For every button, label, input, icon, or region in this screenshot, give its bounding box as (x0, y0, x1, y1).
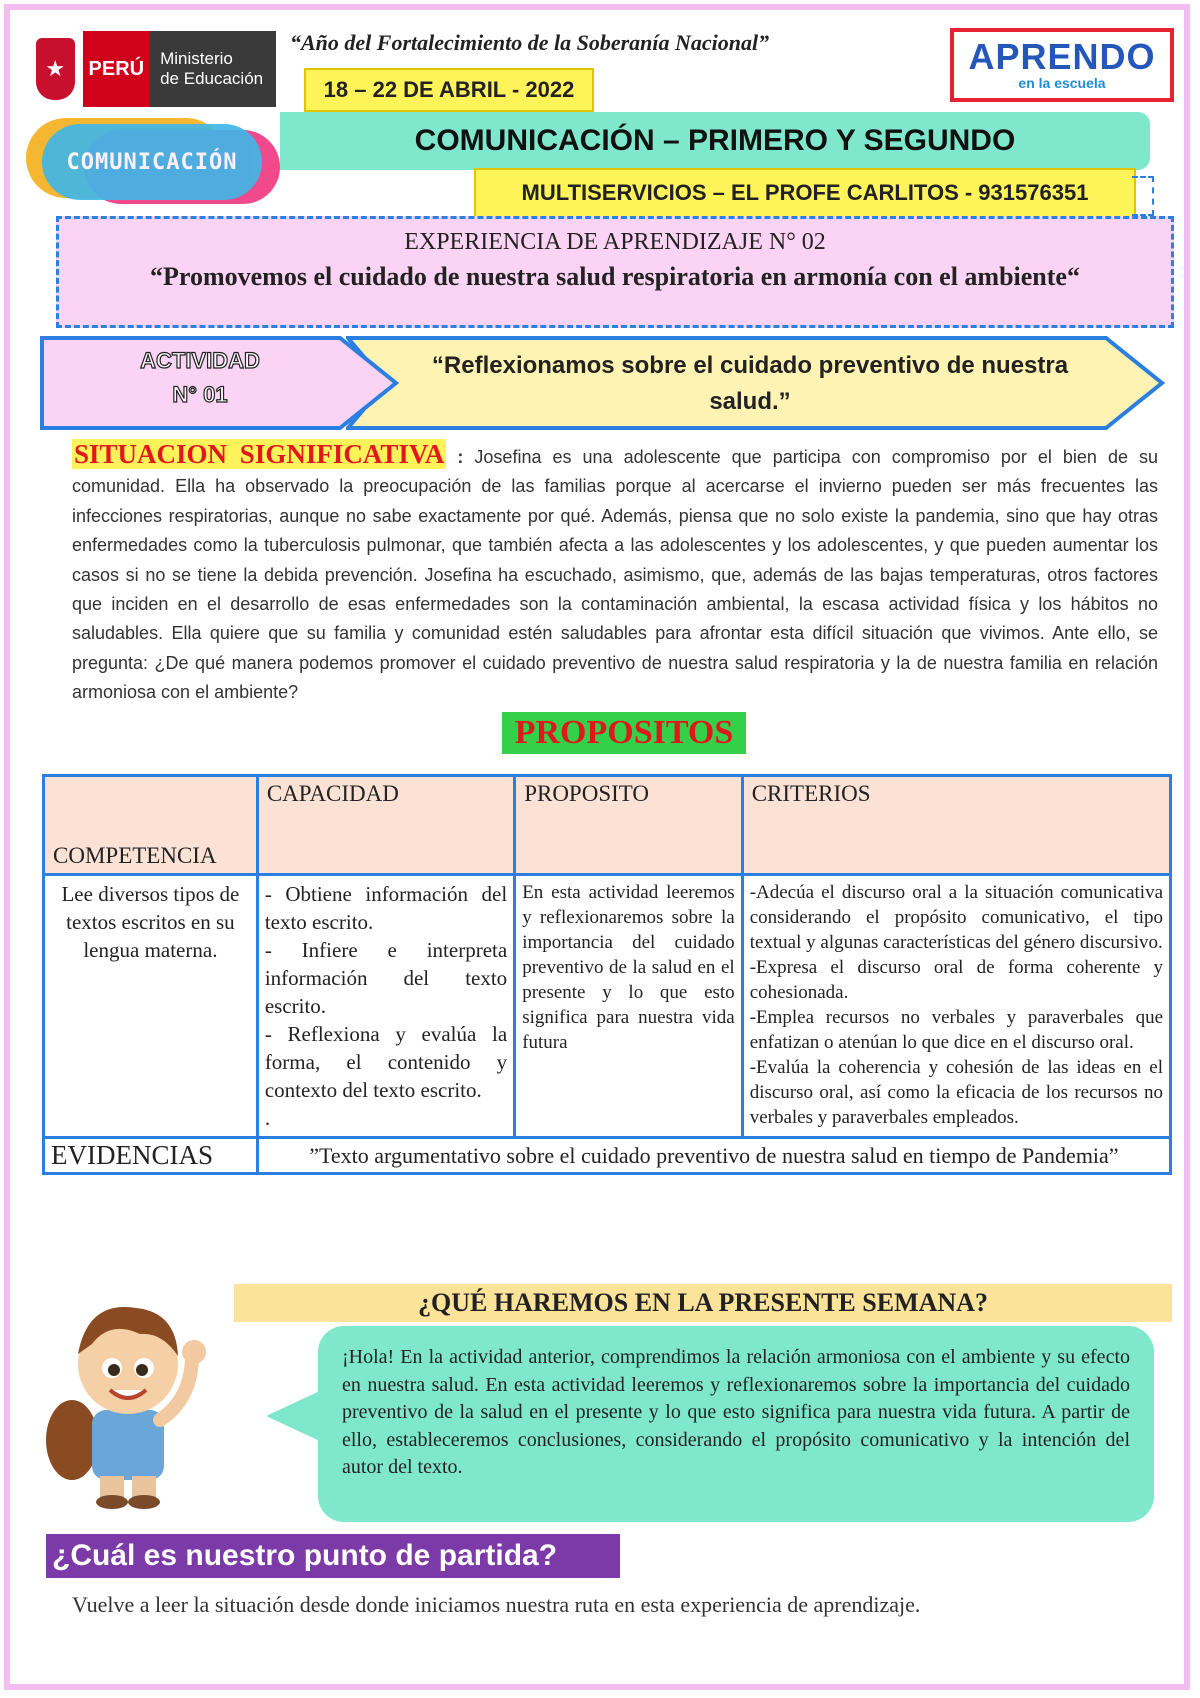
capacidad-cell (257, 875, 514, 1138)
criterio-item: -Evalúa la coherencia y cohesión de las ideas en el discurso oral, así como la eficacia de los recursos no verbales y paraverbales empleados. (749, 1057, 1163, 1128)
criterio-item: -Adecúa el discurso oral a la situación comunicativa considerando el propósito comunicativo, el tipo textual y algunas características del género discursivo. (749, 882, 1163, 953)
propositos-title: PROPOSITOS (502, 712, 746, 754)
criterio-item: -Emplea recursos no verbales y paraverbales que enfatizan o atenúan lo que dice en el discurso oral. (749, 1007, 1163, 1053)
activity-label (40, 344, 360, 412)
capacidad-item: - Obtiene información del texto escrito. (264, 882, 508, 934)
experience-number: EXPERIENCIA DE APRENDIZAJE N° 02 (404, 229, 826, 255)
header-capacidad: CAPACIDAD (257, 776, 514, 875)
week-title: ¿QUÉ HAREMOS EN LA PRESENTE SEMANA? (234, 1284, 1172, 1322)
evidencias-label: EVIDENCIAS (44, 1138, 258, 1174)
speech-bubble-tail (266, 1390, 322, 1442)
propositos-table (42, 774, 1172, 1175)
comunicacion-speech-bubbles-icon (26, 118, 288, 208)
experience-title: “Promovemos el cuidado de nuestra salud respiratoria en armonía con el ambiente“ (150, 262, 1080, 291)
criterios-cell (742, 875, 1170, 1138)
activity-title: “Reflexionamos sobre el cuidado preventivo de nuestra salud.” (431, 352, 1069, 415)
competencia-cell: Lee diversos tipos de textos escritos en su lengua materna. (44, 875, 258, 1138)
criterio-item: -Expresa el discurso oral de forma coherente y cohesionada. (749, 957, 1163, 1003)
aprendo-title: APRENDO (968, 36, 1156, 77)
experience-box (56, 216, 1174, 328)
header-criterios: CRITERIOS (742, 776, 1170, 875)
banner-dashed-edge (1132, 176, 1154, 216)
situacion-label: SITUACION SIGNIFICATIVA (74, 439, 445, 469)
aprendo-logo (950, 28, 1174, 102)
table-row (44, 875, 1171, 1138)
grade-banner: MULTISERVICIOS – EL PROFE CARLITOS - 931576351 (474, 168, 1136, 218)
table-header-row (44, 776, 1171, 875)
aprendo-subtitle: en la escuela (1018, 75, 1106, 91)
starting-point-text: Vuelve a leer la situación desde donde iniciamos nuestra ruta en esta experiencia de aprendizaje. (72, 1592, 921, 1617)
activity-label-line2: N° 01 (172, 382, 228, 408)
header-competencia: COMPETENCIA (44, 776, 258, 875)
bubble-label: COMUNICACIÓN (42, 124, 262, 200)
ministerio-line1: Ministerio (160, 49, 233, 69)
peru-label: PERÚ (83, 31, 151, 107)
week-message-bubble: ¡Hola! En la actividad anterior, comprendimos la relación armoniosa con el ambiente y su efecto en nuestra salud. En esta actividad leeremos y reflexionaremos sobre la importancia del cuidado preventivo de la salud en el presente y lo que esto significa para nuestra vida futura. A partir de ello, estableceremos conclusiones, considerando el propósito comunicativo y la intención del autor del texto. (318, 1326, 1154, 1522)
minedu-logo (36, 28, 276, 110)
proposito-cell: En esta actividad leeremos y reflexionaremos sobre la importancia del cuidado preventivo de la salud en el presente y lo que esto significa para nuestra vida futura (515, 875, 743, 1138)
evidencias-row (44, 1138, 1171, 1174)
date-badge: 18 – 22 DE ABRIL - 2022 (304, 68, 594, 112)
situacion-significativa: SITUACION SIGNIFICATIVA : Josefina es una adolescente que participa con compromiso por el bien de su comunidad. Ella ha observado la preocupación de las familias porque al acercarse el invierno pueden ser más frecuentes las infecciones respiratorias, aunque no sabe exactamente por qué. Además, piensa que no solo existe la pandemia, sino que hay otras enfermedades como la tuberculosis pulmonar, que también afecta a las adolescentes y los adolescentes, y que pueden aumentar los casos si no se tiene la debida prevención. Josefina ha escuchado, asimismo, que, además de las bajas temperaturas, otros factores que inciden en el desarrollo de esas enfermedades son la contaminación ambiental, la escasa actividad física y los hábitos no saludables. Ella quiere que su familia y comunidad estén saludables para afrontar esta difícil situación que vivimos. Ante ello, se pregunta: ¿De qué manera podemos promover el cuidado preventivo de nuestra salud respiratoria y la de nuestra familia en relación armoniosa con el ambiente? (72, 439, 1159, 703)
evidencias-text: ”Texto argumentativo sobre el cuidado preventivo de nuestra salud en tiempo de Pandemia” (257, 1138, 1170, 1174)
area-title: COMUNICACIÓN – PRIMERO Y SEGUNDO (280, 112, 1150, 170)
student-boy-icon (40, 1290, 212, 1510)
activity-label-line1: ACTIVIDAD (140, 348, 260, 373)
capacidad-item: - Reflexiona y evalúa la forma, el contenido y contexto del texto escrito. (264, 1022, 508, 1102)
peru-shield-icon: ★ (36, 38, 75, 100)
ministerio-line2: de Educación (160, 69, 264, 88)
capacidad-item: . (264, 1106, 271, 1130)
header-proposito: PROPOSITO (515, 776, 743, 875)
year-motto: “Año del Fortalecimiento de la Soberanía Nacional” (290, 30, 770, 55)
starting-point-title: ¿Cuál es nuestro punto de partida? (46, 1534, 620, 1578)
capacidad-item: - Infiere e interpreta información del texto escrito. (264, 938, 508, 1018)
situacion-text: Josefina es una adolescente que participa con compromiso por el bien de su comunidad. Ella ha observado la preocupación de las familias porque al acercarse el invierno pueden ser más frecuentes las infecciones respiratorias, aunque no sabe exactamente por qué. Además, piensa que no solo existe la pandemia, sino que hay otras enfermedades como la tuberculosis pulmonar, que también afecta a las adolescentes y los adolescentes, y que pueden aumentar los casos si no se tiene la debida prevención. Josefina ha escuchado, asimismo, que, además de las bajas temperaturas, otros factores que inciden en el desarrollo de esas enfermedades son la contaminación ambiental, la escasa actividad física y los hábitos no saludables. Ella quiere que su familia y comunidad estén saludables para afrontar esta difícil situación que vivimos. Ante ello, se pregunta: ¿De qué manera podemos promover el cuidado preventivo de nuestra salud respiratoria y la de nuestra familia en relación armoniosa con el ambiente? (72, 447, 1159, 703)
ministerio-label (150, 31, 276, 107)
